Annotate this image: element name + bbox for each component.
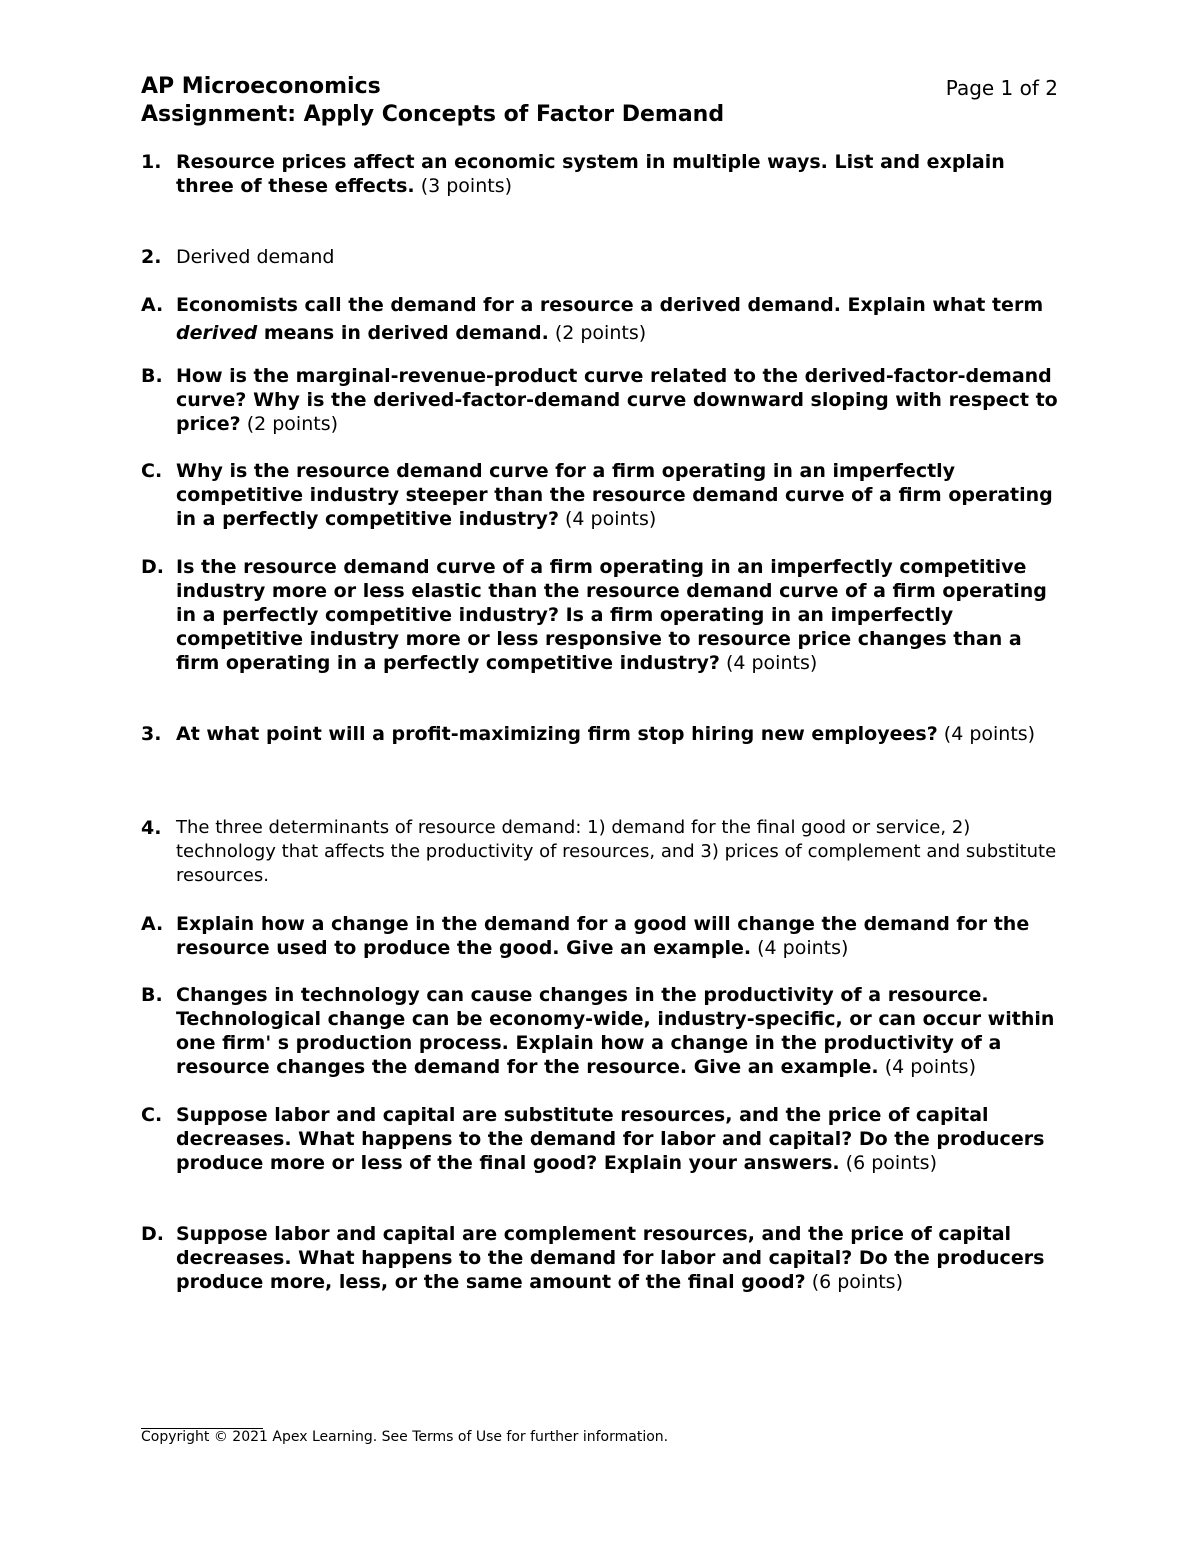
question-2 — [141, 245, 1061, 269]
question-text: Is the resource demand curve of a firm operating in an imperfectly competitive industry more or less elastic than the resource demand curve of a firm operating in a perfectly competitive industry? Is a firm operating in an imperfectly competitive industry more or less responsive to resource price changes than a firm operating in a perfectly competitive industry? — [176, 556, 1047, 674]
question-marker: A. — [141, 913, 164, 935]
question-text-continued: means in derived demand. — [257, 322, 549, 344]
question-text: Explain how a change in the demand for a good will change the demand for the resource used to produce the good. Give an example. — [176, 913, 1030, 959]
question-4c — [141, 1103, 1061, 1175]
question-marker: 3. — [141, 723, 162, 745]
question-text: How is the marginal-revenue-product curve related to the derived-factor-demand curve? Why is the derived-factor-demand curve downward sloping with respect to price? — [176, 365, 1058, 435]
question-marker: 1. — [141, 151, 162, 173]
page-number: Page 1 of 2 — [945, 76, 1058, 100]
question-text: Derived demand — [176, 246, 335, 268]
question-marker: B. — [141, 365, 163, 387]
assignment-title: Assignment: Apply Concepts of Factor Demand — [141, 102, 725, 127]
question-2c — [141, 459, 1061, 531]
question-marker: D. — [141, 1223, 164, 1245]
question-2b — [141, 364, 1061, 436]
question-text: Suppose labor and capital are substitute resources, and the price of capital decreases. What happens to the demand for labor and capital? Do the producers produce more or less of the final good? Explain your answers. — [176, 1104, 1045, 1174]
question-text: At what point will a profit-maximizing firm stop hiring new employees? — [176, 723, 938, 745]
question-marker: A. — [141, 294, 164, 316]
points-label: (4 points) — [757, 937, 849, 959]
emphasis-term: derived — [176, 322, 258, 344]
question-text: The three determinants of resource demand: 1) demand for the final good or service, 2) technology that affects the productivity of resources, and 3) prices of complement and substitute resources. — [176, 817, 1057, 886]
points-label: (4 points) — [884, 1056, 976, 1078]
points-label: (4 points) — [943, 723, 1036, 745]
question-marker: C. — [141, 460, 163, 482]
points-label: (3 points) — [420, 175, 513, 197]
question-4a — [141, 912, 1061, 960]
points-label: (2 points) — [554, 322, 647, 344]
question-text: Suppose labor and capital are complement resources, and the price of capital decreases. What happens to the demand for labor and capital? Do the producers produce more, less, or the same amount of the final good? — [176, 1223, 1045, 1293]
points-label: (2 points) — [246, 413, 339, 435]
question-marker: D. — [141, 556, 164, 578]
question-4b — [141, 983, 1061, 1079]
points-label: (4 points) — [565, 508, 657, 530]
question-text: Resource prices affect an economic system in multiple ways. List and explain three of these effects. — [176, 151, 1005, 197]
question-text: Why is the resource demand curve for a firm operating in an imperfectly competitive industry steeper than the resource demand curve of a firm operating in a perfectly competitive industry? — [176, 460, 1053, 530]
course-title: AP Microeconomics — [141, 74, 381, 99]
question-2a — [141, 291, 1061, 347]
points-label: (6 points) — [845, 1152, 937, 1174]
copyright-footer: Copyright © 2021 Apex Learning. See Terms of Use for further information. — [141, 1429, 669, 1445]
question-2d — [141, 555, 1061, 675]
question-marker: B. — [141, 984, 163, 1006]
points-label: (6 points) — [811, 1271, 903, 1293]
question-4 — [141, 816, 1061, 888]
question-3 — [141, 722, 1061, 746]
question-4d — [141, 1222, 1061, 1294]
question-text: Changes in technology can cause changes in the productivity of a resource. Technological change can be economy-wide, industry-specific, or can occur within one firm' s production process. Explain how a change in the productivity of a resource changes the demand for the resource. Give an example. — [176, 984, 1055, 1078]
points-label: (4 points) — [725, 652, 818, 674]
question-1 — [141, 150, 1061, 198]
question-marker: C. — [141, 1104, 163, 1126]
question-marker: 2. — [141, 246, 162, 268]
question-marker: 4. — [141, 817, 162, 839]
question-text: Economists call the demand for a resource a derived demand. Explain what term — [176, 294, 1044, 316]
